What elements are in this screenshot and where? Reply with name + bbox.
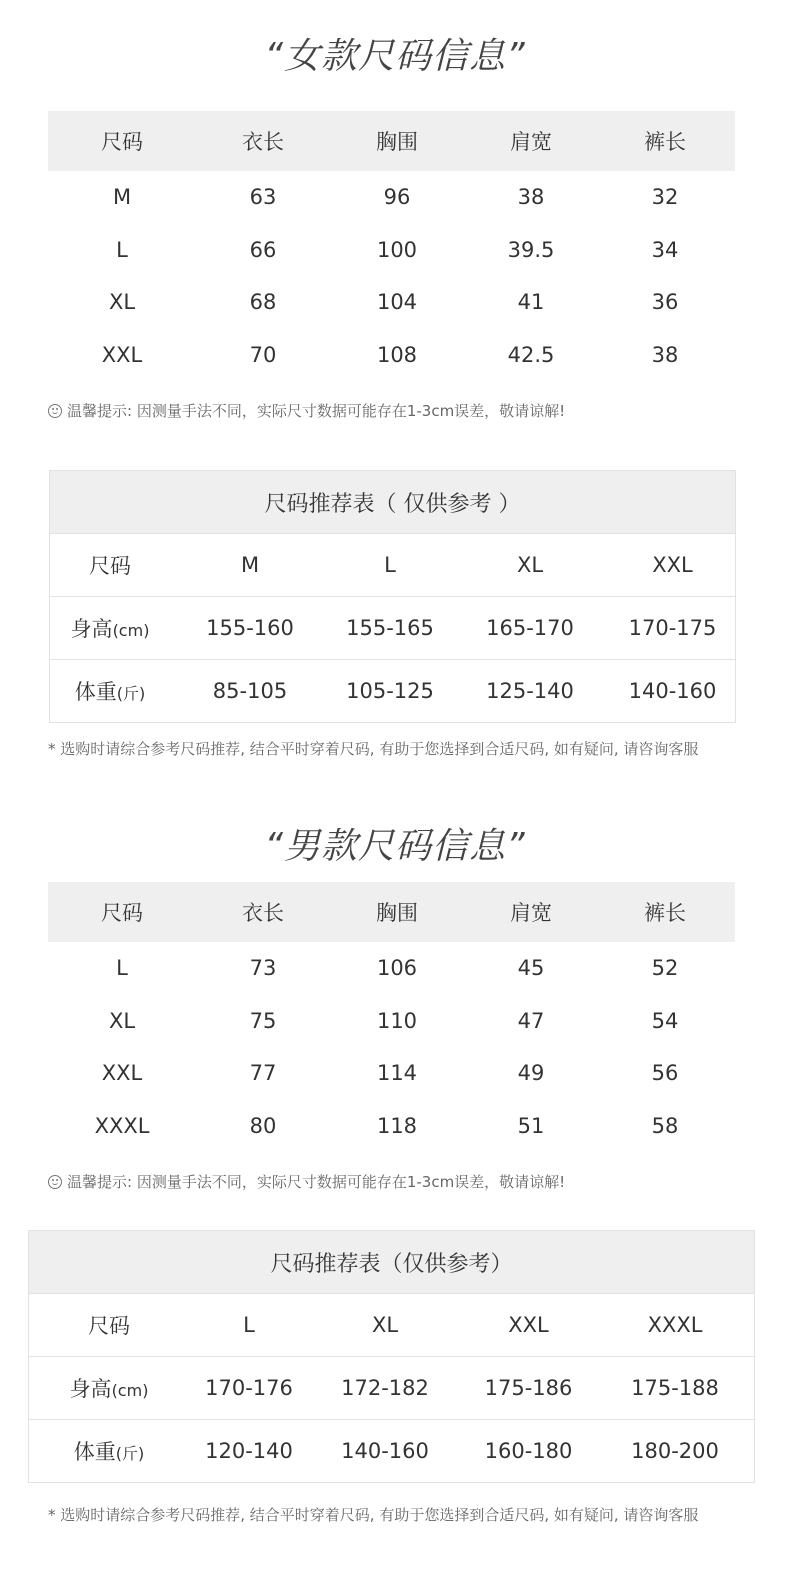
header-chest: 胸围 xyxy=(376,130,418,154)
rec-weight: 160-180 xyxy=(484,1439,573,1463)
women-recommend-note: * 选购时请综合参考尺码推荐, 结合平时穿着尺码, 有助于您选择到合适尺码, 如有疑问, 请咨询客服 xyxy=(48,740,699,758)
rec-size: L xyxy=(384,553,396,577)
cell-chest: 100 xyxy=(376,237,418,262)
women-measure-tip xyxy=(48,400,565,421)
men-section-title: “男款尺码信息” xyxy=(264,826,526,867)
table-row xyxy=(29,1293,754,1356)
header-size: 尺码 xyxy=(101,901,143,925)
table-row xyxy=(48,942,735,995)
rec-size: XL xyxy=(516,553,544,577)
men-recommend-table xyxy=(28,1230,755,1483)
rec-weight: 85-105 xyxy=(212,679,288,703)
rec-height: 175-186 xyxy=(484,1376,573,1400)
table-row xyxy=(48,1047,735,1100)
table-row xyxy=(48,171,735,224)
size-table-header xyxy=(48,111,735,171)
height-unit: (cm) xyxy=(111,1381,149,1400)
size-table-header xyxy=(48,882,735,942)
rec-height: 175-188 xyxy=(631,1376,719,1400)
cell-chest: 118 xyxy=(376,1113,418,1138)
row-label-size: 尺码 xyxy=(88,1314,130,1338)
header-shoulder: 肩宽 xyxy=(510,901,552,925)
header-length: 衣长 xyxy=(242,130,284,154)
table-row xyxy=(48,224,735,277)
table-row xyxy=(29,1356,754,1419)
men-size-table xyxy=(48,882,735,1152)
height-label: 身高 xyxy=(70,617,113,641)
cell-shoulder: 38 xyxy=(517,185,545,210)
weight-label: 体重 xyxy=(73,1440,116,1464)
cell-size: L xyxy=(116,237,128,262)
rec-height: 155-160 xyxy=(206,616,294,640)
cell-pants-length: 56 xyxy=(651,1061,679,1086)
header-chest: 胸围 xyxy=(376,901,418,925)
table-row xyxy=(48,995,735,1048)
rec-size: XXXL xyxy=(647,1313,703,1337)
cell-pants-length: 34 xyxy=(651,237,679,262)
weight-label: 体重 xyxy=(74,680,117,704)
header-length: 衣长 xyxy=(242,901,284,925)
tip-text: 温馨提示: 因测量手法不同，实际尺寸数据可能存在1-3cm误差，敬请谅解! xyxy=(67,1173,566,1191)
cell-shoulder: 45 xyxy=(517,956,545,981)
table-row xyxy=(48,329,735,382)
rec-weight: 120-140 xyxy=(205,1439,293,1463)
row-label-weight xyxy=(29,1436,189,1466)
rec-weight: 180-200 xyxy=(631,1439,719,1463)
cell-size: L xyxy=(116,956,128,981)
weight-unit: (斤) xyxy=(115,1444,145,1463)
women-size-table xyxy=(48,111,735,381)
cell-size: M xyxy=(112,185,132,210)
rec-size: XL xyxy=(371,1313,399,1337)
cell-length: 73 xyxy=(249,956,277,981)
rec-weight: 125-140 xyxy=(486,679,574,703)
row-label-weight xyxy=(50,676,170,706)
height-unit: (cm) xyxy=(112,621,150,640)
tip-text: 温馨提示: 因测量手法不同，实际尺寸数据可能存在1-3cm误差，敬请谅解! xyxy=(67,402,566,420)
cell-chest: 104 xyxy=(376,290,418,315)
cell-shoulder: 47 xyxy=(517,1008,545,1033)
row-label-size: 尺码 xyxy=(89,554,131,578)
cell-length: 63 xyxy=(249,185,277,210)
recommend-table-title: 尺码推荐表（ 仅供参考 ） xyxy=(50,471,735,533)
cell-chest: 114 xyxy=(376,1061,418,1086)
cell-length: 70 xyxy=(249,342,277,367)
rec-weight: 105-125 xyxy=(346,679,434,703)
cell-shoulder: 39.5 xyxy=(507,237,555,262)
rec-size: XXL xyxy=(508,1313,549,1337)
cell-pants-length: 52 xyxy=(651,956,679,981)
rec-height: 165-170 xyxy=(486,616,574,640)
rec-size: L xyxy=(243,1313,255,1337)
row-label-height xyxy=(29,1373,189,1403)
recommend-table-title: 尺码推荐表（仅供参考） xyxy=(29,1231,754,1293)
header-shoulder: 肩宽 xyxy=(510,130,552,154)
cell-pants-length: 32 xyxy=(651,185,679,210)
header-pants-length: 裤长 xyxy=(644,901,686,925)
cell-size: XL xyxy=(108,1008,136,1033)
rec-size: XXL xyxy=(652,553,693,577)
cell-pants-length: 38 xyxy=(651,342,679,367)
weight-unit: (斤) xyxy=(116,684,146,703)
cell-pants-length: 58 xyxy=(651,1113,679,1138)
women-recommend-table xyxy=(49,470,736,723)
smiley-icon xyxy=(48,1175,62,1189)
row-label-height xyxy=(50,613,170,643)
cell-shoulder: 49 xyxy=(517,1061,545,1086)
rec-weight: 140-160 xyxy=(628,679,717,703)
cell-size: XXL xyxy=(101,1061,143,1086)
rec-height: 170-175 xyxy=(628,616,717,640)
height-label: 身高 xyxy=(69,1377,112,1401)
cell-shoulder: 41 xyxy=(517,290,545,315)
cell-length: 75 xyxy=(249,1008,277,1033)
cell-chest: 110 xyxy=(376,1008,418,1033)
header-pants-length: 裤长 xyxy=(644,130,686,154)
table-row xyxy=(50,659,735,722)
rec-height: 155-165 xyxy=(346,616,434,640)
cell-length: 68 xyxy=(249,290,277,315)
cell-shoulder: 51 xyxy=(517,1113,545,1138)
table-row xyxy=(50,596,735,659)
women-section-title: “女款尺码信息” xyxy=(264,36,526,77)
men-recommend-note: * 选购时请综合参考尺码推荐, 结合平时穿着尺码, 有助于您选择到合适尺码, 如有疑问, 请咨询客服 xyxy=(48,1506,699,1524)
cell-shoulder: 42.5 xyxy=(507,342,555,367)
cell-pants-length: 54 xyxy=(651,1008,679,1033)
cell-size: XXXL xyxy=(94,1113,150,1138)
cell-length: 77 xyxy=(249,1061,277,1086)
rec-size: M xyxy=(240,553,260,577)
rec-height: 170-176 xyxy=(205,1376,293,1400)
table-row xyxy=(50,533,735,596)
cell-size: XL xyxy=(108,290,136,315)
rec-height: 172-182 xyxy=(341,1376,429,1400)
cell-pants-length: 36 xyxy=(651,290,679,315)
table-row xyxy=(48,276,735,329)
header-size: 尺码 xyxy=(101,130,143,154)
cell-chest: 106 xyxy=(376,956,418,981)
smiley-icon xyxy=(48,404,62,418)
rec-weight: 140-160 xyxy=(341,1439,429,1463)
table-row xyxy=(29,1419,754,1482)
table-row xyxy=(48,1100,735,1153)
cell-length: 66 xyxy=(249,237,277,262)
cell-chest: 96 xyxy=(383,185,411,210)
cell-size: XXL xyxy=(101,342,143,367)
men-measure-tip xyxy=(48,1171,565,1192)
cell-length: 80 xyxy=(249,1113,277,1138)
cell-chest: 108 xyxy=(376,342,418,367)
